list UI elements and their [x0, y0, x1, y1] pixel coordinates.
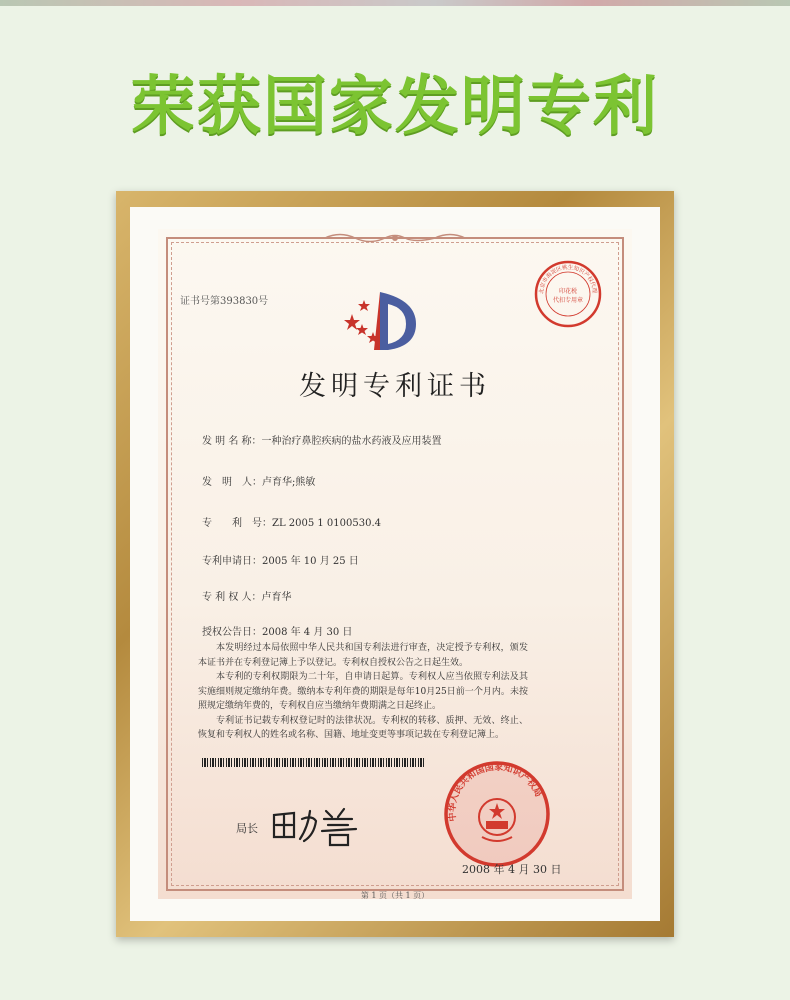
svg-text:中华人民共和国国家知识产权局: 中华人民共和国国家知识产权局	[447, 762, 543, 822]
field-patent-number	[202, 514, 381, 529]
svg-text:代扣专用章: 代扣专用章	[552, 297, 584, 304]
certificate-title: 发明专利证书	[299, 371, 491, 402]
field-label: 专利申请日：	[202, 556, 262, 567]
body-paragraph: 本专利的专利权期限为二十年，自申请日起算。专利权人应当依照专利法及其实施细则规定缴纳年费。缴纳本专利年费的期限是每年10月25日前一个月内。未按照规定缴纳年费的，专利权自应当缴纳年费期满之日起终止。	[198, 672, 528, 711]
field-label: 专 利 号：	[202, 518, 272, 529]
agency-seal-icon	[533, 259, 603, 329]
field-value: 一种治疗鼻腔疾病的盐水药液及应用装置	[261, 436, 442, 447]
field-invention-name	[202, 432, 442, 447]
certificate-frame	[116, 191, 674, 937]
field-grant-date	[202, 623, 352, 638]
director-label: 局长	[236, 822, 258, 835]
body-paragraph: 本发明经过本局依照中华人民共和国专利法进行审查，决定授予专利权，颁发本证书并在专利登记簿上予以登记。专利权自授权公告之日起生效。	[198, 643, 528, 668]
issue-date: 2008 年 4 月 30 日	[462, 863, 562, 876]
field-label: 发 明 人：	[202, 477, 262, 488]
field-value: ZL 2005 1 0100530.4	[272, 518, 382, 529]
body-paragraph: 专利证书记载专利权登记时的法律状况。专利权的转移、质押、无效、终止、恢复和专利权人的姓名或名称、国籍、地址变更等事项记载在专利登记簿上。	[198, 715, 528, 740]
patent-office-emblem-icon	[340, 284, 420, 356]
field-value: 卢育华;熊敏	[262, 477, 316, 488]
field-label: 授权公告日：	[202, 627, 262, 638]
field-inventor	[202, 473, 315, 488]
field-value: 2005 年 10 月 25 日	[262, 556, 359, 567]
top-decorative-strip	[0, 0, 790, 6]
certificate-paper	[158, 229, 632, 899]
field-label: 发 明 名 称：	[202, 436, 262, 447]
certificate-mat	[130, 207, 660, 921]
certificate-number: 证书号第393830号	[180, 296, 269, 307]
field-value: 2008 年 4 月 30 日	[262, 627, 353, 638]
field-label: 专 利 权 人：	[202, 592, 262, 603]
ornament-icon	[320, 231, 470, 245]
field-patentee	[202, 588, 292, 603]
page-headline: 荣获国家发明专利	[131, 70, 659, 144]
barcode	[202, 758, 426, 767]
page-number: 第 1 页（共 1 页）	[360, 891, 430, 900]
certificate-body-text	[198, 641, 528, 743]
director-signature-icon	[268, 797, 368, 849]
svg-text:北京市海淀区桃生知识产权代理: 北京市海淀区桃生知识产权代理	[538, 264, 598, 295]
field-application-date	[202, 552, 359, 567]
national-ipo-seal-icon	[442, 759, 552, 869]
svg-text:印花税: 印花税	[558, 288, 578, 295]
field-value: 卢育华	[261, 592, 292, 603]
